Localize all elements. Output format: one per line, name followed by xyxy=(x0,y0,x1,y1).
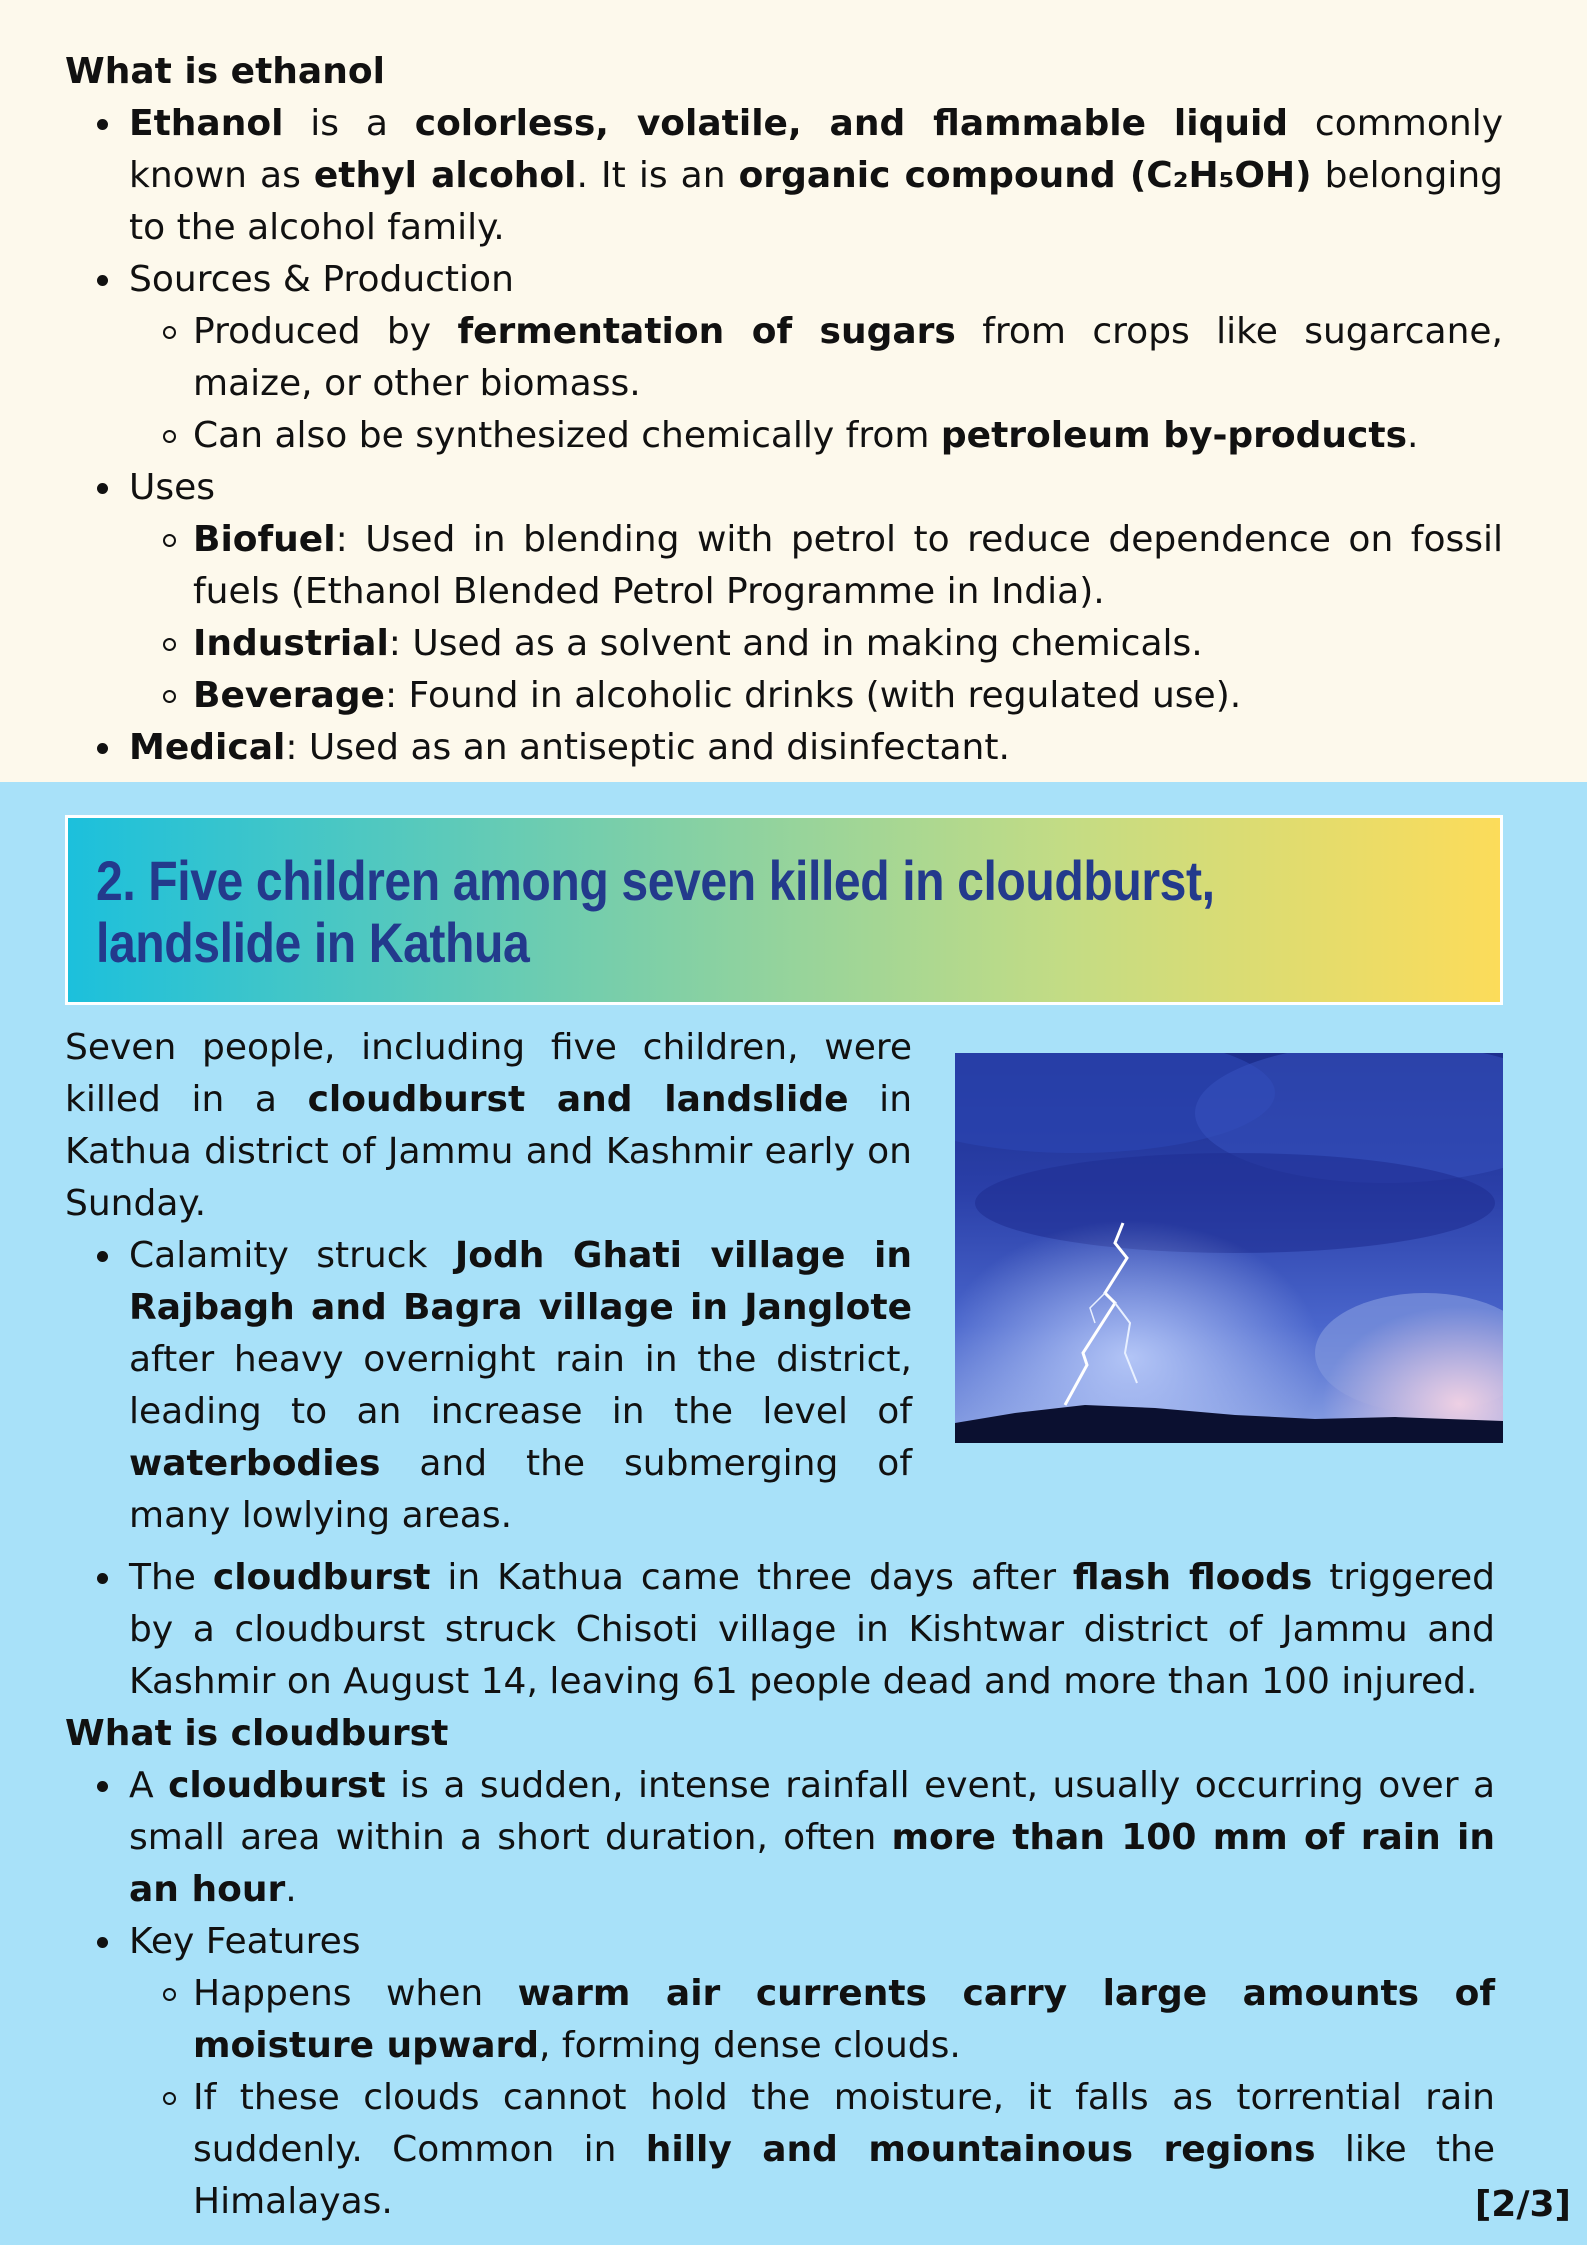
sources-list xyxy=(129,306,1503,462)
ethanol-heading: What is ethanol xyxy=(65,51,385,92)
list-item: Medical: Used as an antiseptic and disinfectant. xyxy=(129,722,1503,774)
article-list-2 xyxy=(65,1552,1495,1708)
list-item: Calamity struck Jodh Ghati village in Rajbagh and Bagra village in Janglote after heavy overnight rain in the district, leading to an increase in the level of waterbodies and the submerging of many lowlying areas. xyxy=(129,1230,912,1542)
article-intro xyxy=(65,1022,912,1542)
list-item: Beverage: Found in alcoholic drinks (with regulated use). xyxy=(193,670,1503,722)
list-item: Biofuel: Used in blending with petrol to reduce dependence on fossil fuels (Ethanol Blended Petrol Programme in India). xyxy=(193,514,1503,618)
list-item: Uses Biofuel: Used in blending with petrol to reduce dependence on fossil fuels (Ethanol Blended Petrol Programme in India). Industrial: Used as a solvent and in making chemicals. Beverage: Found in alcoholic drinks (with regulated use). xyxy=(129,462,1503,722)
list-item: Industrial: Used as a solvent and in making chemicals. xyxy=(193,618,1503,670)
page-number: [2/3] xyxy=(1474,2184,1571,2225)
lightning-storm-photo xyxy=(955,1053,1503,1443)
ethanol-content xyxy=(65,46,1503,774)
cloudburst-list xyxy=(65,1760,1495,2228)
article-intro-text: Seven people, including five children, were killed in a cloudburst and landslide in Kathua district of Jammu and Kashmir early on Sunday. xyxy=(65,1027,913,1224)
article-title: 2. Five children among seven killed in cloudburst, landslide in Kathua xyxy=(96,849,1215,974)
features-list xyxy=(129,1968,1495,2228)
list-item: Can also be synthesized chemically from petroleum by-products. xyxy=(193,410,1503,462)
article-title-banner xyxy=(65,815,1503,1005)
list-item: Key Features Happens when warm air currents carry large amounts of moisture upward, forming dense clouds. If these clouds cannot hold the moisture, it falls as torrential rain suddenly. Common in hilly and mountainous regions like the Himalayas. xyxy=(129,1916,1495,2228)
uses-list xyxy=(129,514,1503,722)
list-item: Happens when warm air currents carry large amounts of moisture upward, forming dense clouds. xyxy=(193,1968,1495,2072)
list-item: Produced by fermentation of sugars from crops like sugarcane, maize, or other biomass. xyxy=(193,306,1503,410)
list-item: The cloudburst in Kathua came three days after flash floods triggered by a cloudburst struck Chisoti village in Kishtwar district of Jammu and Kashmir on August 14, leaving 61 people dead and more than 100 injured. xyxy=(129,1552,1495,1708)
ethanol-list xyxy=(65,98,1503,774)
article-list-1 xyxy=(65,1230,912,1542)
list-item: A cloudburst is a sudden, intense rainfall event, usually occurring over a small area within a short duration, often more than 100 mm of rain in an hour. xyxy=(129,1760,1495,1916)
cloudburst-heading: What is cloudburst xyxy=(65,1713,449,1754)
article-rest xyxy=(65,1552,1495,2228)
list-item: Sources & Production Produced by fermentation of sugars from crops like sugarcane, maize, or other biomass. Can also be synthesized chemically from petroleum by-products. xyxy=(129,254,1503,462)
list-item: Ethanol is a colorless, volatile, and flammable liquid commonly known as ethyl alcohol. It is an organic compound (C₂H₅OH) belonging to the alcohol family. xyxy=(129,98,1503,254)
list-item: If these clouds cannot hold the moisture, it falls as torrential rain suddenly. Common in hilly and mountainous regions like the Himalayas. xyxy=(193,2072,1495,2228)
